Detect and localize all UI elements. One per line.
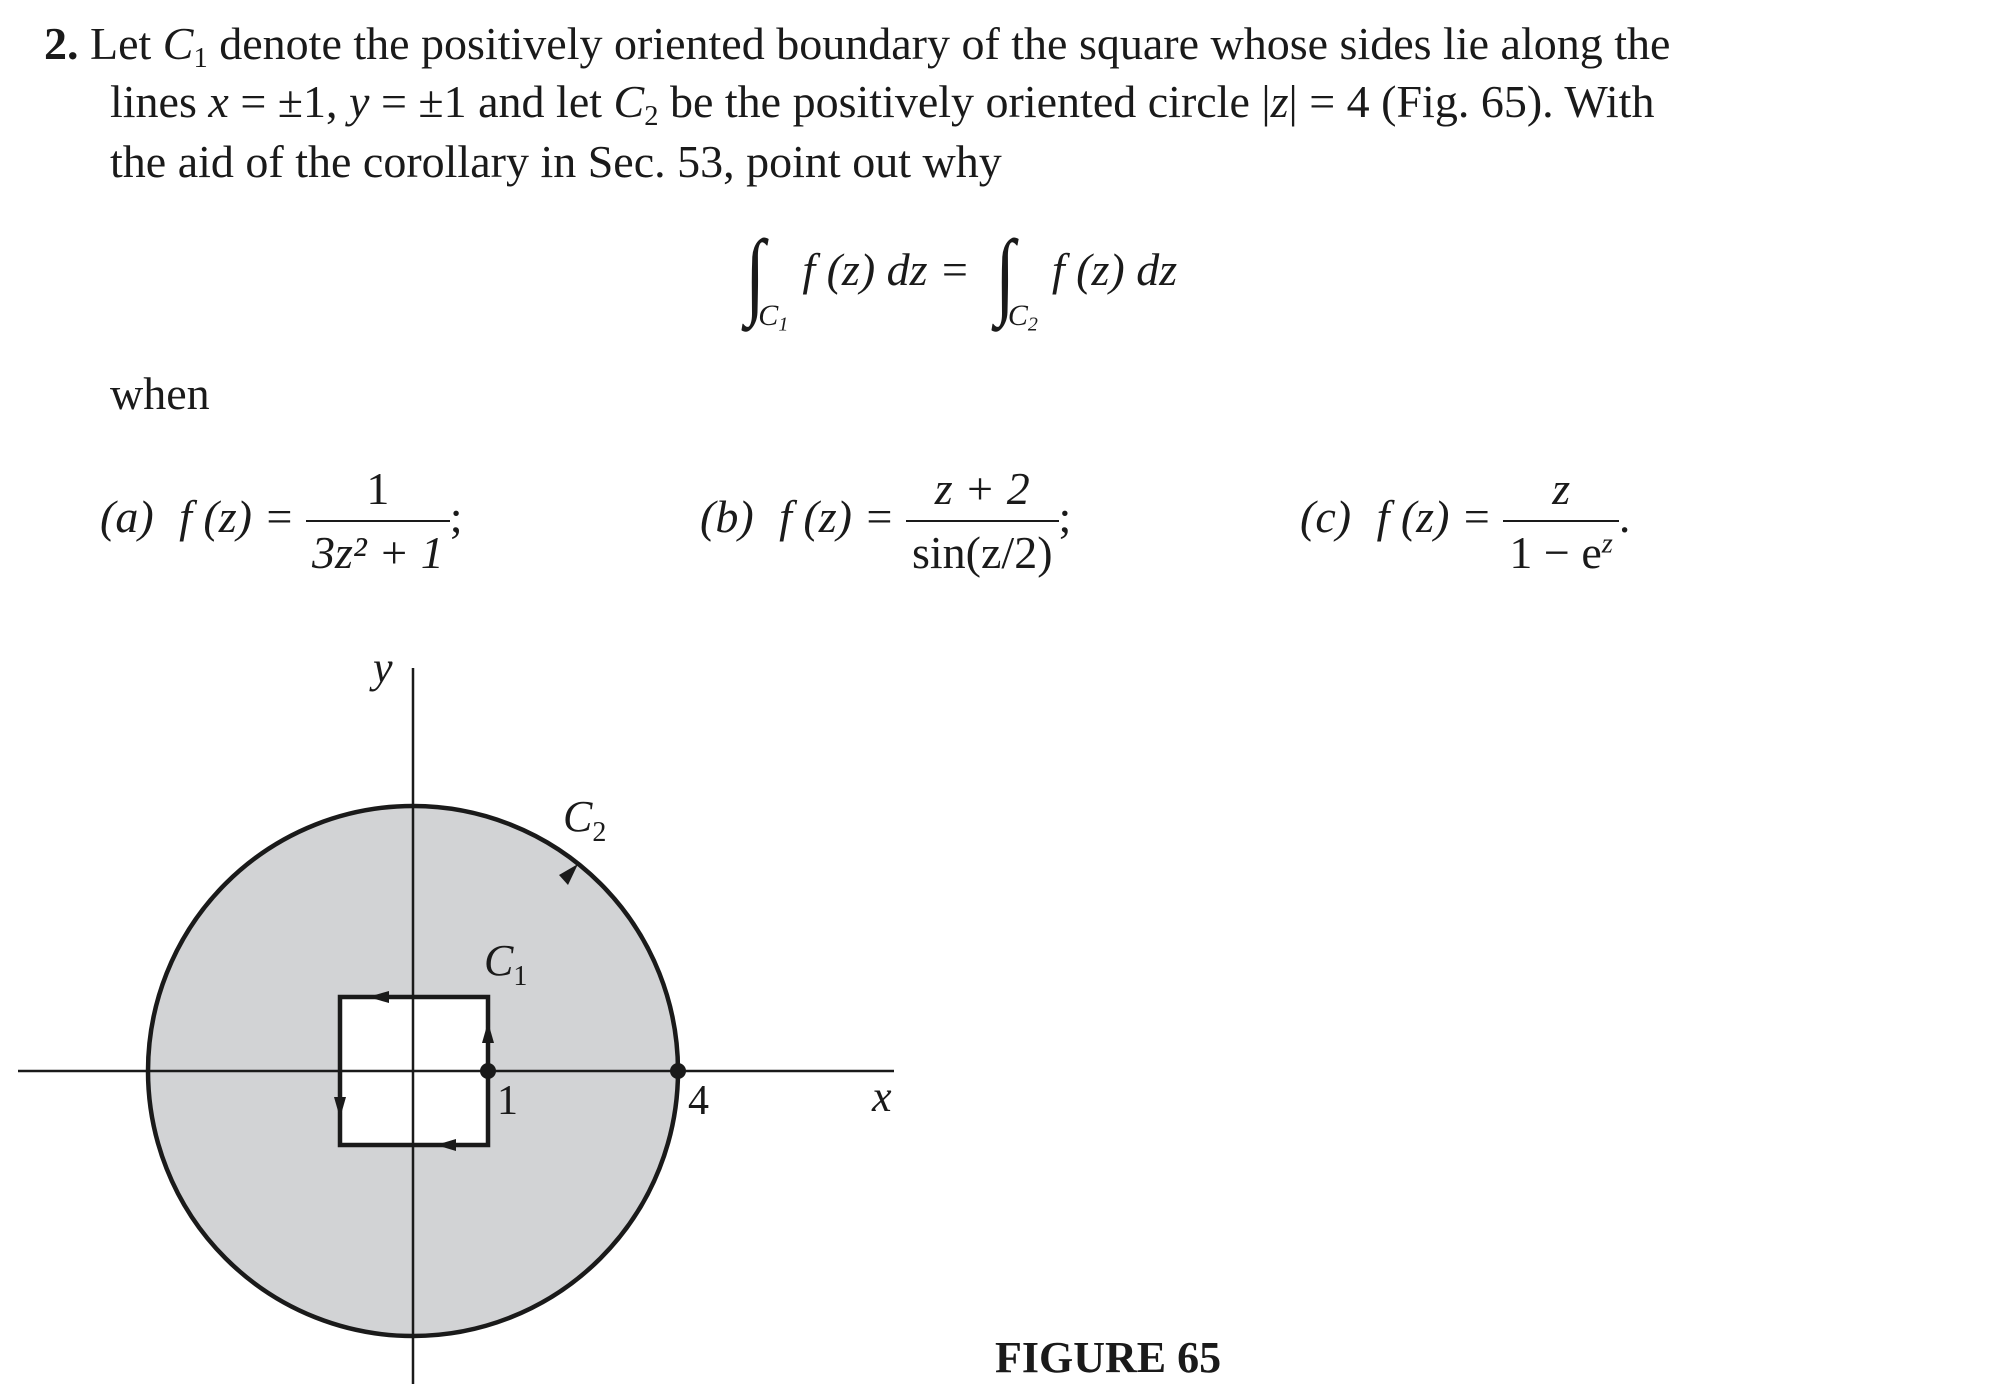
integral-subscript: C2 (1007, 299, 1038, 336)
x-symbol: x (208, 76, 229, 127)
part-b-function: f (z) = (779, 491, 895, 542)
part-a-end: ; (449, 491, 463, 542)
y-axis-label: y (373, 643, 393, 692)
c2-subscript: 2 (644, 100, 659, 132)
tick-label-1: 1 (497, 1078, 518, 1124)
c2-label: $C_2$ (563, 792, 607, 848)
tick-label-4: 4 (688, 1078, 709, 1124)
integral-sign: ∫ (745, 220, 766, 328)
part-a-numerator: 1 (366, 463, 390, 515)
part-a-label: (a) (100, 491, 154, 542)
text-segment: the aid of the corollary in Sec. 53, point out why (110, 136, 1002, 187)
text-segment: Let (90, 18, 163, 69)
z-symbol: z (1270, 76, 1289, 127)
integral-sign: ∫ (994, 220, 1015, 328)
text-segment: | = 4 (Fig. 65). With (1288, 76, 1655, 127)
c1-symbol: C (162, 18, 194, 69)
part-b-numerator: z + 2 (934, 463, 1030, 515)
rhs-integrand: f (z) dz (1051, 244, 1178, 295)
c2-symbol: C (613, 76, 645, 127)
part-b-end: ; (1058, 491, 1072, 542)
problem-number: 2. (44, 18, 79, 69)
when-text: when (110, 368, 210, 419)
text-segment: = ±1, (228, 76, 350, 127)
part-a-denominator: 3z² + 1 (306, 520, 450, 580)
part-a-function: f (z) = (179, 491, 295, 542)
point-1 (480, 1063, 496, 1079)
text-segment: denote the positively oriented boundary of the square whose sides lie along the (207, 18, 1671, 69)
figure-caption: FIGURE 65 (995, 1333, 1222, 1382)
c1-subscript: 1 (193, 42, 208, 74)
text-segment: be the positively oriented circle | (658, 76, 1271, 127)
part-b-label: (b) (700, 491, 754, 542)
c1-label: $C_1$ (484, 936, 528, 992)
part-c-function: f (z) = (1376, 491, 1492, 542)
y-symbol: y (349, 76, 370, 127)
part-c-numerator: z (1552, 463, 1571, 515)
integral-subscript: C1 (758, 299, 789, 336)
point-4 (670, 1063, 686, 1079)
text-segment: lines (110, 76, 209, 127)
part-b-denominator: sin(z/2) (906, 520, 1059, 580)
x-axis-label: x (872, 1072, 892, 1121)
part-c-denominator: $1 - e^z$ (1503, 520, 1618, 580)
part-c-end: . (1618, 491, 1631, 542)
part-c-label: (c) (1300, 491, 1352, 542)
lhs-integrand: f (z) dz = (802, 244, 971, 295)
text-segment: = ±1 and let (369, 76, 614, 127)
